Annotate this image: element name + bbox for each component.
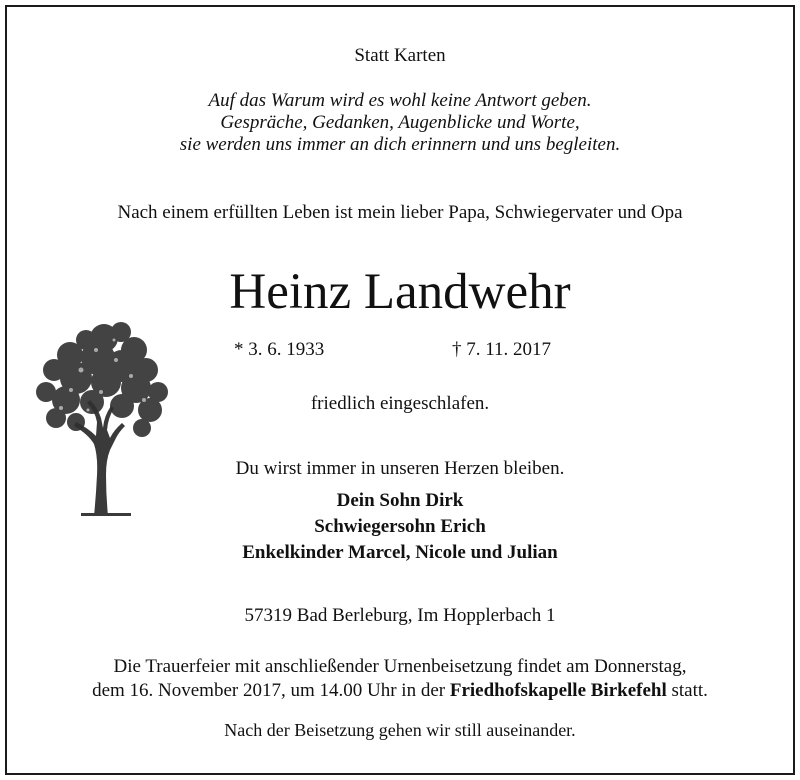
statt-karten-heading: Statt Karten [354, 45, 446, 66]
poem-line-3: sie werden uns immer an dich erinnern und uns begleiten. [179, 134, 621, 155]
mourner-son-in-law: Schwiegersohn Erich [314, 516, 486, 537]
deceased-name: Heinz Landwehr [229, 264, 571, 320]
death-date: † 7. 11. 2017 [452, 339, 552, 360]
poem-line-1: Auf das Warum wird es wohl keine Antwort geben. [208, 90, 592, 111]
poem-line-2: Gespräche, Gedanken, Augenblicke und Worte, [220, 112, 580, 133]
ceremony-line-1: Die Trauerfeier mit anschließender Urnenbeisetzung findet am Donnerstag, [113, 656, 687, 677]
ceremony-suffix: statt. [666, 680, 708, 701]
birth-date: * 3. 6. 1933 [234, 339, 325, 360]
intro-text: Nach einem erfüllten Leben ist mein lieber Papa, Schwiegervater und Opa [117, 202, 683, 223]
ceremony-date-time: dem 16. November 2017, um 14.00 Uhr in der [92, 680, 450, 701]
passed-away-text: friedlich eingeschlafen. [310, 393, 490, 414]
closing-text: Nach der Beisetzung gehen wir still auseinander. [224, 720, 576, 740]
ceremony-line-2 [0, 680, 800, 702]
tree-icon [26, 310, 176, 520]
address-text: 57319 Bad Berleburg, Im Hopplerbach 1 [244, 605, 556, 626]
mourner-son: Dein Sohn Dirk [336, 490, 464, 511]
mourner-grandchildren: Enkelkinder Marcel, Nicole und Julian [242, 542, 558, 563]
remembrance-text: Du wirst immer in unseren Herzen bleiben. [235, 458, 565, 479]
ceremony-location: Friedhofskapelle Birkefehl [449, 680, 667, 701]
